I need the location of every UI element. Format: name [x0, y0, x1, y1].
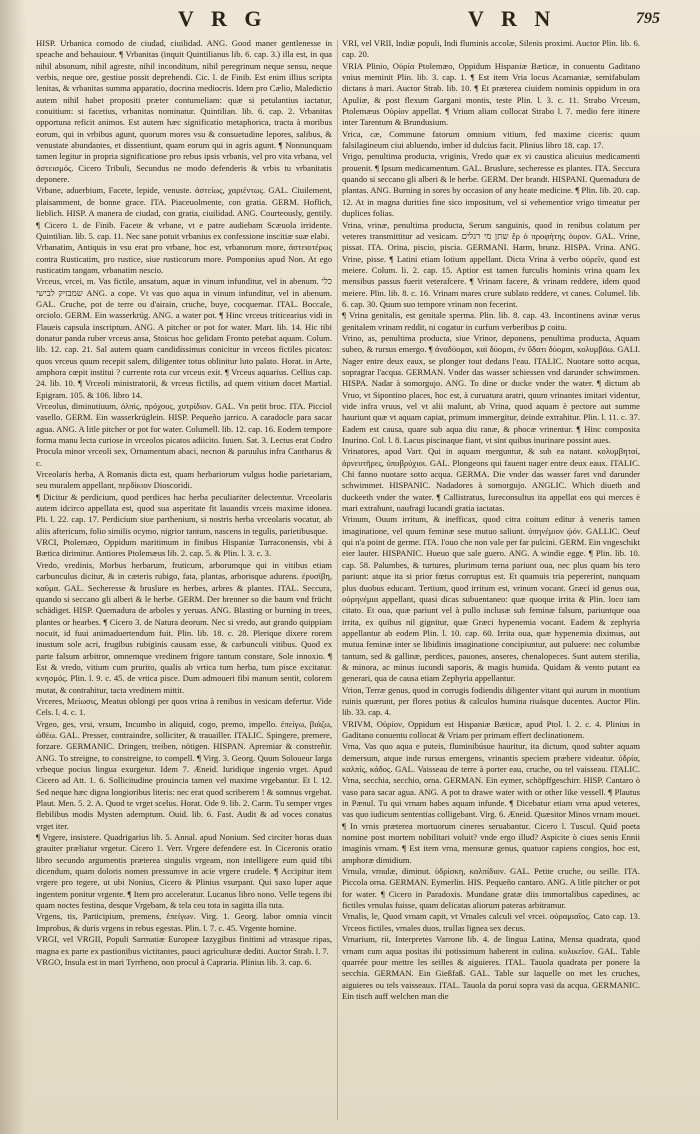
dictionary-entry: HISP. Urbanica comodo de ciudad, ciuilidad. ANG. Good maner gentlenesse in speache and behauiour. ¶ Vrbanitas (inquit Quintilianus lib. 6. cap. 3.) illa est, in qua nihil absonum, nihil agreste, nihil inconditum, nihil peregrinum neque sensu, neque verbis, neque ore, gestiue possit deprehendi. Cic. l. de Finib. Est enim illius scripta lenitas, & vrbanitas summa apparatio, docrina mediocris. Idem pro Cælio, Maledictio autem nihil habet propositi præter contumeliam: quæ si petulantius iactatur, conuitium: si facetius, vrbanitas nominatur. Quintilian. lib. 6. cap. 2. Vrbanitas opportuna reficit animos. Est autem hæc significatio metaphorica, tracta à moribus eorum, qui in vrbibus agunt, quorum mores vsu & consuetudine lepores, salibus, & venustate abundantes, et dissentiunt, quam eorum qui in agris agunt. ¶ Nonnunquam tamen legitur in propria significatione pro rebus ipsis vrbanis, vel pro vita vrbana, vel ἀστεισμός. Cicero Tribuli, Secundus ne modo defenderis & vrbis tu vrbanitatis deponere.	[36, 38, 332, 185]
dictionary-entry: Vrinum, Ouum irritum, & inefficax, quod citra coitum editur à veneris tamen imaginatione, vel quum feminæ sese mutuo saliunt. ὑπηνέμιον ᾠόν. GALLIC. Oeuf qui n'a point de germe. ITA. l'ouo che non vale per far pulcini. GERM. Ein vngeschikt eier lauter. HISPANIC. Hueuo que sale guero. ANG. A windie egge. ¶ Plin. lib. 10. cap. 58. Palumbes, & turtures, plurimum terna pariunt oua, nec plus quam bis tero pariunt: atque ita si prior fœtus corruptus est. Et quamuis tria pepererint, nunquam plus duobus educant. Tertium, quod irritum est, vrinum vocant. Græci id genus oua, οὐρηνέμια appellant, quasi dicas subuentaneo: quæ quoque irrita & Plin. loco iam citato. Et oua, quæ pariunt vel à pullo inclusæ sub feminæ falsum, pariuntque oua irrita, ex quibus nil gignitur, quæ Græci hypenemia vocant. Eadem & zephyria appellantur ab eodem Plin. l. 10. cap. 60. Irrita oua, quæ hypenemia diximus, aut mutua feminæ inter se libidinis imaginatione concipiuntur, aut puluere: nec columbæ tantum, sed & gallinæ, perdices, pauones, anseres, chenalopeces. Sunt autem sterilia, & minora, ac minus iucundi saporis, & magis humida. Quidam & vento putant ea generari, qua de causa etiam Zephyria appellantur.	[342, 514, 640, 684]
dictionary-entry: Vrion, Terræ genus, quod in corrugis fodiendis diligenter vitant qui aurum in montium ruinis quærunt, per flores potius & calculos humina riuásque ducentes. Auctor Plin. lib. 33. cap. 4.	[342, 684, 640, 718]
page-number: 795	[636, 10, 660, 27]
dictionary-entry: VRGI, vel VRGII, Populi Sarmatiæ Europeæ Iazygibus finitimi ad vtrasque ripas, magna ex parte ex pastionibus victitantes, pauci agriculturæ dediti. Auctor Strab. l. 7.	[36, 934, 332, 956]
dictionary-entry: Vrceres, Μείωσις, Meatus oblongi per quos vrina à renibus in vesicam defertur. Vide Cels. l. 4. c. 1.	[36, 695, 332, 718]
dictionary-entry: VRIA Plinio, Οὐρία Ptolemæo, Oppidum Hispaniæ Bæticæ, in conuentu Gaditano vnius meminit Plin. lib. 3. cap. 1. ¶ Est item Vria locus Acarnaniæ, semifabulam dictans à mari. Auctor Strab. lib. 10. ¶ Et præterea ciuidem nominis oppidum in ora Apuliæ, & post flexum Gargani montis, teste Plin. l. 3. c. 11. Strabo Vrceum, Ptolemæus Οὐρίον appellat. ¶ Vrium aliam collocat Strabo l. 7. medio fere itinere inter Tarentum & Brundusium.	[342, 60, 640, 128]
dictionary-entry: VRI, vel VRII, Indiæ populi, Indi fluminis accolæ, Silenis proximi. Auctor Plin. lib. 6. cap. 20.	[342, 38, 640, 60]
dictionary-entry: Vrceus, vrcei, m. Vas fictile, ansatum, aquæ in vinum infunditur, vel in abenum. כלי שמבזיק לבישי ANG. a cope. Vt vas quo aqua in vinum infunditur, vel in abenum. GAL. Cruche, pot de terre ou d'airain, cruche, buye, cocquemar. ITAL. Boccale, orciolo. GERM. Ein wasserkrüg. ANG. a water pot. ¶ Hinc vrceus triticearius vidi in Flaueis capsula inscriptum. ANG. A pitcher or pot for water. Mart. lib. 14. Hic tibi donatur panda ruber vrceus ansa, Stoicus hoc gelidam Fronto petebat aquam. Colum. lib. 12. cap. 21. Sal autem quam candidissimus conicitur in vrceos fictiles picatos: quos vrceus quum recepit salem, diligenter totus oblinitur luto palato. Horat. in Arte, amphora cœpit institui ? currente rota cur vrceus exit. ¶ Vrceus aquarius. Cellius cap. 24. lib. 10. ¶ Vrceoli ministratorii, & vrceus fictilis, ad quem vitium docet Martial. Epigram. 105. & 106. libro 14.	[36, 276, 332, 400]
dictionary-entry: Vrnalis, le, Quod vrnam capit, vt Vrnales calculi vel vrcei. οὐραμιαῖος. Cato cap. 13. Vrceos fictiles, vrnales duos, trullas lignea sex decus.	[342, 911, 640, 933]
dictionary-entry: VRGO, Insula est in mari Tyrrheno, non procul à Capraria. Plinius lib. 3. cap. 6.	[36, 956, 312, 967]
dictionary-entry: ¶ Dicitur & perdicium, quod perdices hac herba peculiariter delectentur. Vrceolaris autem idcirco appellata est, quod sua asperitate fit lauandis vrceis maxime idonea. Pli. l. 22. cap. 17. Perdicium siue parthenium, si nostris herba vrceolaris vocatur, ab aliis aftericum, folio similis ocymo, nigrior tantum, nascens in tegulis, parietibusque.	[36, 491, 332, 536]
binding-gutter-shadow	[0, 0, 26, 1134]
dictionary-entry: Vrgeo, ges, vrsi, vrsum, Incumbo in aliquid, cogo, premo, impello. ἐπείγω, βιάζω, ὠθέω. GAL. Presser, contraindre, solliciter, & trauailler. ITALIC. Spingere, premere, forzare. GERMANIC. Dringen, treiben, nötigen. HISPAN. Apremiar & constreñir. ANG. To streigne, to constreigne, to compell. ¶ Virg. 3. Georg. Quum Soloueur larga vrbeque pocius lingua exurgetur. Idem 7. Æneid. Iuridique ingenio vrget. Apud Cicero ad Att. 1. 6. Sollicitudine prouincia tamen vel maxime vrgebantur. Et l. 12. Sed neque hæc digna longioribus literis: nec erat quod scriberem ! & somnus vrgebat. Plaut. Men. 5. 2. A. Quod te vrget scelus. Horat. Ode 9. lib. 2. Carm. Tu semper vrges flebilibus modis Mysten ademptum. Ouid. lib. 6. Fast. Audit & ad voces conatus vrget iter.	[36, 718, 332, 831]
dictionary-entry: ¶ Vrina genitalis, est genitale sperma. Plin. lib. 8. cap. 43. Incontinens avinæ verus genitalem vrinam reddit, ni cogatur in curfum verberibus ꝑ coitu.	[342, 310, 640, 332]
dictionary-entry: Vrino, as, penultima producta, siue Vrinor, deponens, penultima producta, Aquam subeo, & rursus emergo. ¶ ἀναδύομαι, καὶ δύομαι, ἐν ὕδατι δύομαι, κολυμβάω. GALI. Nager entre deux eaux, se plonger tout dedans l'eau. ITALIC. Nuotare sotto acqua, sopragrar l'acqua. GERMAN. Vnder das wasser schiessen vnd darunder schwimmen. HISPA. Nadar à somorgujo. ANG. To dine or ducke vnder the water. ¶ dictum ab Vruo, vt Sipontino places, hoc est, à curuatura aratri, quum vrinantes imitari videntur, vide infra vruus, vel vt alii malunt, ab Vrina, quod aquam è pectore aut summe hauriunt quæ vt aquam capiat, primum immergitur, deinde extrahitur. Plin. l. 11. c. 37. Eadem est causa, quare sub aqua diu ranæ, & phocæ vrinentur. ¶ Hinc composita Inurino. Col. l. 8. Lacus piscinaque fiant, vt sint quibus inurinare possint aues.	[342, 332, 640, 446]
dictionary-entry: Vrceolaris herba, A Romanis dicta est, quam herbariorum vulgus hodie parietariam, seu muralem appellant, περδίκιον Dioscoridi.	[36, 469, 332, 491]
dictionary-entry: Vrica, cæ, Commune fatorum omnium vitium, fed maxime ciceris: quum falsilagineum ciui abluendo, imber id dulcius facit. Plinius libro 18. cap. 17.	[342, 128, 640, 151]
running-head-right: V R N	[468, 6, 557, 31]
dictionary-entry: Vrgens, tis, Participium, premens, ἐπείγων. Virg. 1. Georg. labor omnia vincit Improbus, & duris vrgens in rebus egestas. Plin. l. 7. c. 45. Vrgente homine.	[36, 911, 332, 933]
dictionary-entry: Vrceolus, diminutiuum, ὀλπίς, πρόχους, χυτρίδιον. GAL. Vn petit broc. ITA. Picciol vasello. GERM. Ein wasserkrüglein. HISP. Pequeño jarrico. A caradocle para sacar agua. ANG. A litle pitcher or pot for water. Columell. lib. 12. cap. 16. Eodem tempore forma manu lecta curiose in vrceolos picatos adiicito. Iuuen. Sat. 3. Lectus erat Codro Procula minor vrceoli sex, Ornamentum abaci, necnon & paruulus infra Cantharus & c.	[36, 401, 332, 468]
dictionary-entry: VRIVM, Οὐρίον, Oppidum est Hispaniæ Bæticæ, apud Ptol. l. 2. c. 4. Plinius in Gaditano conuentu collocat & Vriam per primam effert declinationem.	[342, 718, 640, 740]
dictionary-entry: Vrigo, penultima producta, vriginis, Vredo quæ ex vi caustica alicuius medicamenti prouenit. ¶ Ipsum medicamentum. GAL. Bruslure, secheresse es plantes. ITA. Seccura quando si seccano gli alberi & le herbe. GERM. Der brandt. HISPANI. Quemadura de plantas. ANG. Burning in sores by occasion of any heate medicine. ¶ Plin. lib. 20. cap. 12. At in magna durities fine sico impositum, vel si vehementior vrigo timeatur per duplices folias.	[342, 151, 640, 219]
left-column	[36, 38, 332, 1122]
dictionary-entry: ¶ Vrgere, insistere. Quadrigarius lib. 5. Annal. apud Nonium. Sed circiter horas duas grauiter præliatur vrgetur. Cicero 1. Verr. Vrgere defendere est. In Ciceronis oratio libro secundo argumentis præterea singulis vrgeam, non intelligere eum quid tibi dicendum, quam doloris nomen pressumve in acie vrgere crudele. ¶ Accipitur item vrgere pro tegere, ut ubi Nonius, Cicero & Plinius vsurpant. Qui saxo luper aque ingentem ponitur vrgente. ¶ Item pro acceleratur. Lucanus libro nono. Velle tegens ibi quam noctes festina, desque Vrgebam, & tela ceu tota in sagitta illa tuta.	[36, 832, 332, 911]
dictionary-entry: Vredo, vredinis, Morbus herbarum, fruticum, arborumque qui in vitibus etiam carbunculus dicitur, & in cæteris rubigo, fata, plantas, arborisque adurens. ἐρυσίβη, καῦμα. GAL. Secheresse & bruslure es herbes, arbres & plantes. ITAL. Seccura, quando si seccano gli alberi & le herbe. GERM. Der brenner so die baum vnd frücht schädiget. HISP. Quemadura de arboles y yeruas. ANG. Blasting or burning in trees, plantes or hearbes. ¶ Cicero 3. de Natura deorum. Nec si vredo, aut grando quippiam nocuit, id fuui animaduertendum fuit. Plin. lib. 18. c. 28. Plerique dixere rorem inustum sole acri, frugibus rubiginis causam esse, & carbunculi vitibus. Quod ex parte falsum arbitror, omnemque vredinem frigore tantum constare, Sole innoxio. ¶ Est & vredo, vitium cum prurito, qualis ab vrtica tum herba, tum pisce excitatur. κνησμός. Plin. l. 9. c. 45. de vrtica pisce. Dum admoueri fibi manum sentit, colorem mutat, & contrahitur, tacta vredinem mittit.	[36, 559, 332, 695]
column-divider	[337, 40, 338, 1120]
dictionary-entry: Vrina, vrinæ, penultima producta, Serum sanguinis, quod in renibus colatum per veteres transmittitur ad vesicam. שתן מי רגלים ἔρ ὁ προφήτης ὀυρον. GAL. Vrine, pissat. ITA. Orina, piscio, piscia. GERMANI. Harm, brunz. HISPA. Vrina. ANG. Vrine, pisse. ¶ Latini etiam lotium appellant. Dicta Vrina à verbo οὐρεῖν, quod est meiere. Colum. li. 2. cap. 15. Aptior est tamen furculis hominis vrina quam lex mensibus passus fuerit veterafcere. ¶ Vrinam facere, & vrinam reddere, idem quod meiere. Plin. lib. 8. c. 16. Vrinam mares crure sublato reddere, vt canes. Columel. lib. 6. cap. 30. Quum suo tempore vrinam non fecerint.	[342, 219, 640, 309]
dictionary-entry: Vrbane, aduerbium, Facete, lepide, venuste. ἀστείως, χαριέντως. GAL. Ciuilement, plaisamment, de bonne grace. ITA. Piaceuolmente, con gratia. GERM. Hoflich, lieblich. HISP. A manera de ciudad, con gratia, ciuilidad. ANG. Courteously, gentily. ¶ Cicero 1. de Finib. Facete & vrbane, vt e patre audiebam Scæuola irridente. Quintilian. lib. 5. cap. 11. Nec sane potuit vrbanius ex confessione inscitiæ suæ elabi.	[36, 185, 332, 241]
dictionary-entry: Vrinatores, apud Varr. Qui in aquam merguntur, & sub ea natant. κολυμβηταί, ἀρνευτῆρες, ὑποβρύχιοι. GAL. Plongeons qui fauent nager entre deux eaux. ITALIC. Chi fanno nuotare sotto acqua. GERMA. Die vnder das wasser faret vnd darunder schwimmet. HISPANIC. Nadadores à somorgujo. ANGLIC. Which diueth and duckeeth vnder the water. ¶ Callistratus, Iureconsultus ita appellat eos qui merces è mari extrahunt, naufragi lucandi gratia iactatas.	[342, 446, 640, 514]
dictionary-entry: Vrna, Vas quo aqua e puteis, fluminibúsue hauritur, ita dictum, quod subter aquam demersum, atque inde rursus emergens, vrinantis speciem præbere videatur. ὑδρία, καλπίς, κάδος. GAL. Vaisseau de terre à porter eau, cruche, ou tel vaisseau. ITALIC. Vrna, secchia, secchio, orna. GERMAN. Ein eymer, schöpffgeschirr. HISP. Cantaro ò vaso para sacar agua. ANG. A pot to drawe water with or other like vessell. ¶ Plautus in Pænul. Tu qui vrnam habes aquam infunde. ¶ Dicebatur etiam vrna apud veteres, vas quo iudicum sententias colligebant. Virg. 6. Æneid. Quæsitor Minos vrnam mouet. ¶ In vrnis præterea mortuorum cineres seruabantur. Cicero l. Tuscul. Quid poeta nomine post mortem nobilitari voluit? vnde ergo illud? Aspicite ò ciues senis Ennii imaginis vrnam. ¶ Est item vrna, mensuræ genus, quatuor capiens congios, hoc est, amphoræ dimidium.	[342, 741, 640, 865]
dictionary-entry: Vrbanatim, Antiquis in vsu erat pro vrbane, hoc est, vrbanorum more, ἀστειοτέρως contra Rusticatim, pro rustice, siue rusticorum more. Pomponius apud Non. At ego rusticatim tangam, vrbanatim nescio.	[36, 242, 332, 275]
dictionary-entry: VRCI, Ptolemæo, Oppidum maritimum in finibus Hispaniæ Tarraconensis, vbi à Bætica dirimitur. Antiores Ptolemæus lib. 2. cap. 5. & Plin. l. 3. c. 3.	[36, 537, 332, 559]
dictionary-entry: Vrnarium, rii, Interpretes Varrone lib. 4. de lingua Latina, Mensa quadrata, quod vrnam cum aqua positas ibi potissimum haberent in culina. κυλικεῖον. GAL. Table quarrée pour mettre les seilles & aiguieres. ITAL. Tauola quadrata per ponere la secchia. GERMAN. Ein Gießfaß. GAL. Table sur laquelle on met les cruches, aiguieres ou tels vaisseaux. ITAL. Tauola da porui sopra vasi da acqua. GERMANIC. Ein tisch auff welchen man die	[342, 934, 640, 1001]
running-head-left: V R G	[178, 6, 268, 31]
page-header	[0, 6, 700, 38]
right-column	[342, 38, 640, 1122]
dictionary-entry: Vrnula, vrnulæ, diminut. ὑδρίσκη, καλπίδιον. GAL. Petite cruche, ou seille. ITA. Piccola orna. GERMAN. Eymerlin. HIS. Pequeño cantaro. ANG. A litle pitcher or pot for water. ¶ Cicero in Paradoxis. Mundane gratæ diis immortalibus capedines, ac fictiles vrnulas fuisse, quam delicatas aliorum pateras arbitramur.	[342, 866, 640, 911]
